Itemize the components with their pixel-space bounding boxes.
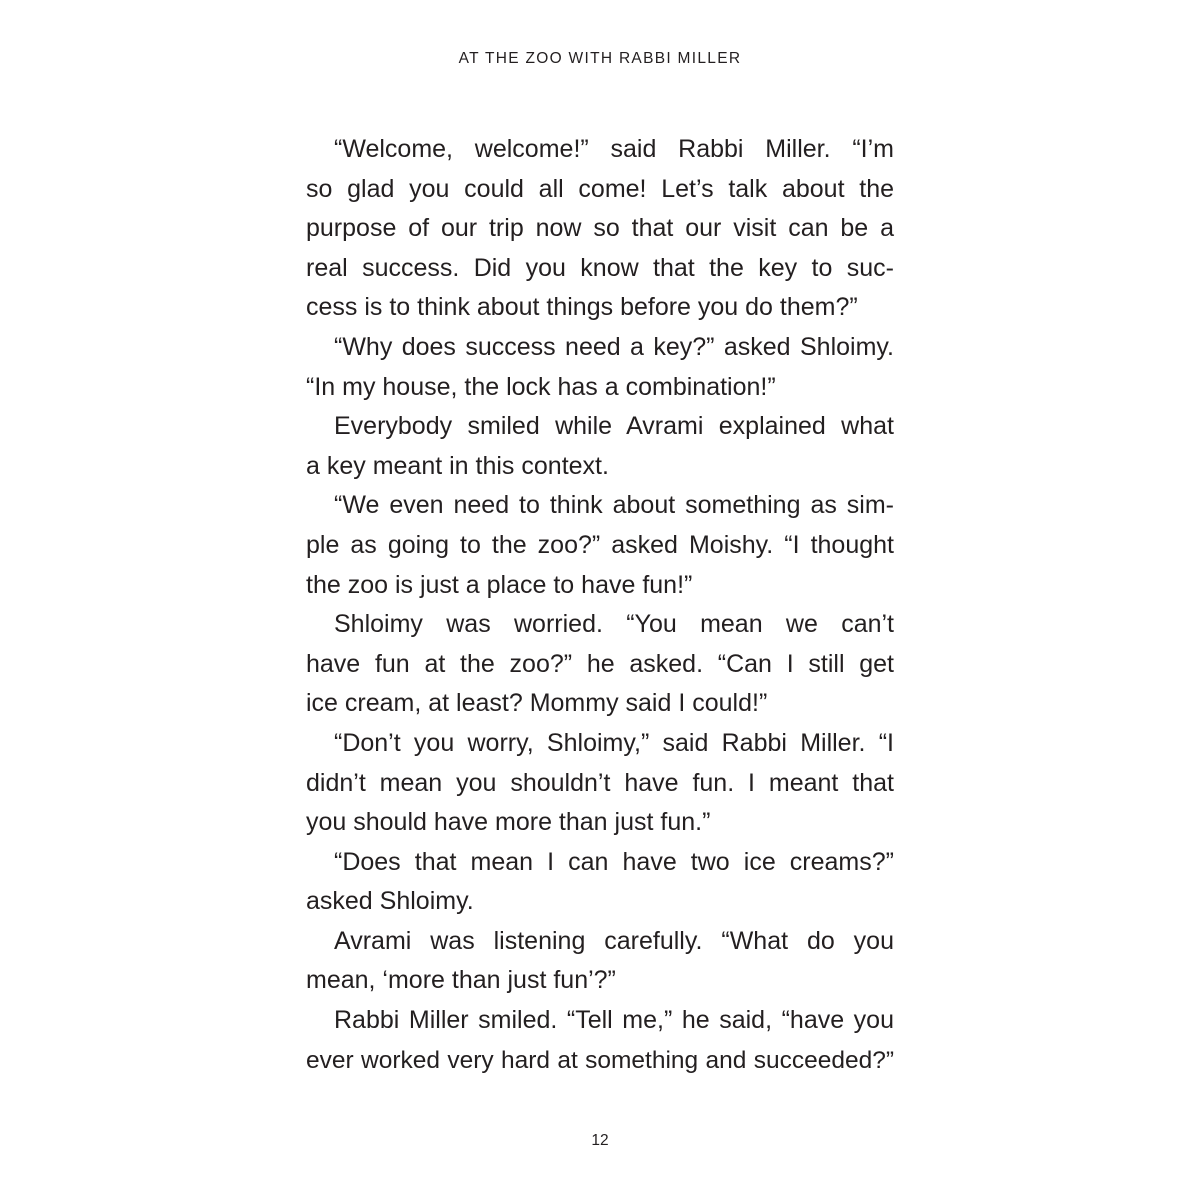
text-line: cess is to think about things before you do them?” bbox=[306, 293, 858, 322]
text-line: Avrami was listening carefully. “What do you bbox=[334, 926, 894, 955]
text-line: a key meant in this context. bbox=[306, 451, 609, 480]
text-line: “Welcome, welcome!” said Rabbi Miller. “I’m bbox=[334, 135, 894, 163]
text-line: you should have more than just fun.” bbox=[306, 808, 711, 837]
text-line: asked Shloimy. bbox=[306, 887, 474, 916]
running-head: AT THE ZOO WITH RABBI MILLER bbox=[458, 50, 742, 67]
text-line: so glad you could all come! Let’s talk about the bbox=[306, 174, 894, 203]
text-line: real success. Did you know that the key to suc- bbox=[306, 253, 894, 282]
body-text bbox=[306, 130, 894, 1080]
text-line: “Don’t you worry, Shloimy,” said Rabbi Miller. “I bbox=[334, 728, 894, 757]
text-line: ple as going to the zoo?” asked Moishy. “I thought bbox=[306, 530, 894, 559]
text-line: “In my house, the lock has a combination!” bbox=[306, 372, 776, 401]
text-line: ever worked very hard at something and succeeded?” bbox=[306, 1046, 894, 1074]
text-line: purpose of our trip now so that our visit can be a bbox=[306, 214, 894, 243]
text-line: ice cream, at least? Mommy said I could!” bbox=[306, 689, 768, 718]
text-line: “Does that mean I can have two ice creams?” bbox=[334, 847, 894, 876]
text-line: didn’t mean you shouldn’t have fun. I meant that bbox=[306, 768, 894, 797]
text-line: Rabbi Miller smiled. “Tell me,” he said, “have you bbox=[334, 1006, 894, 1035]
page-number: 12 bbox=[591, 1132, 609, 1149]
text-line: have fun at the zoo?” he asked. “Can I still get bbox=[306, 649, 894, 678]
text-line: Shloimy was worried. “You mean we can’t bbox=[334, 610, 894, 639]
text-line: “Why does success need a key?” asked Shloimy. bbox=[334, 332, 894, 361]
text-line: mean, ‘more than just fun’?” bbox=[306, 966, 616, 995]
text-line: Everybody smiled while Avrami explained what bbox=[334, 412, 894, 441]
text-line: the zoo is just a place to have fun!” bbox=[306, 570, 693, 599]
text-line: “We even need to think about something as sim- bbox=[334, 491, 894, 520]
